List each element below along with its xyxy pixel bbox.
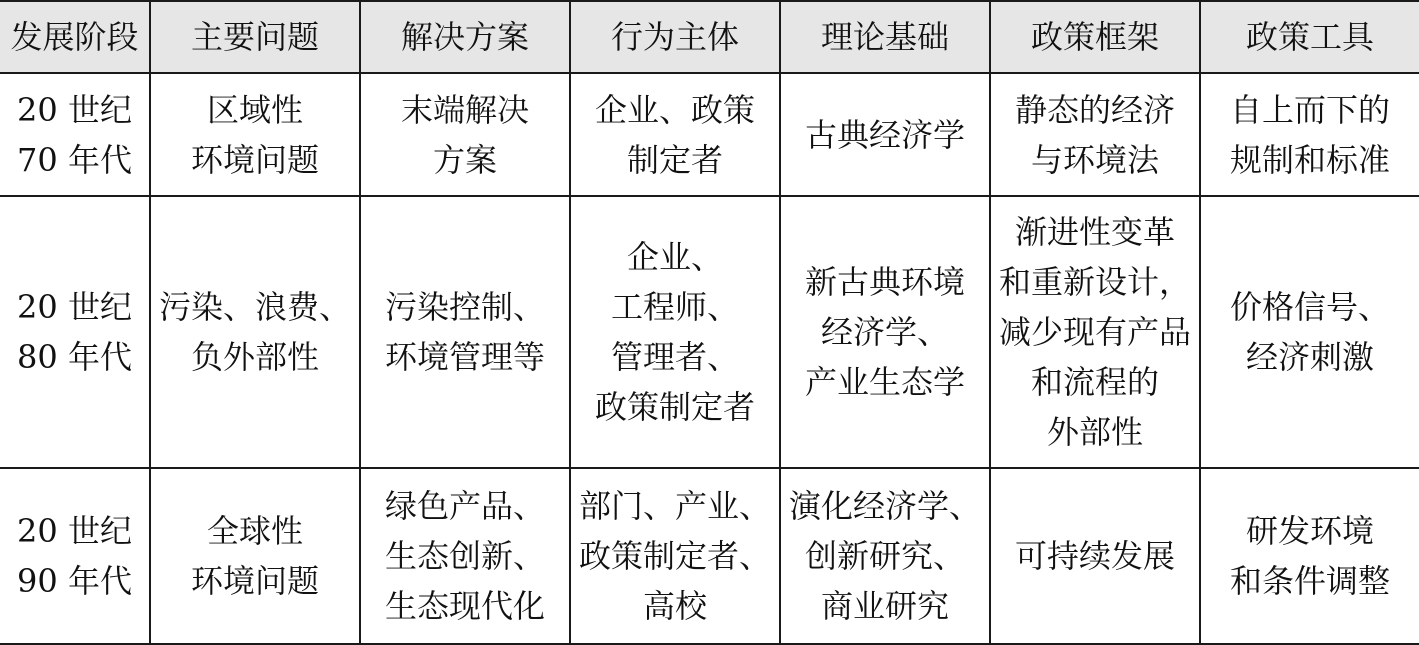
header-row [0, 1, 1419, 73]
header-solution: 解决方案 [360, 1, 570, 73]
cell-problem: 污染、浪费、 负外部性 [150, 196, 360, 468]
cell-tools: 自上而下的 规制和标准 [1200, 73, 1419, 196]
cell-problem: 全球性 环境问题 [150, 468, 360, 644]
cell-framework: 可持续发展 [990, 468, 1200, 644]
cell-theory: 演化经济学、 创新研究、 商业研究 [780, 468, 990, 644]
table-row [0, 196, 1419, 468]
cell-problem: 区域性 环境问题 [150, 73, 360, 196]
cell-stage: 20 世纪 80 年代 [0, 196, 150, 468]
cell-theory: 新古典环境 经济学、 产业生态学 [780, 196, 990, 468]
cell-actors: 企业、 工程师、 管理者、 政策制定者 [570, 196, 780, 468]
cell-solution: 污染控制、 环境管理等 [360, 196, 570, 468]
cell-actors: 部门、产业、 政策制定者、 高校 [570, 468, 780, 644]
header-policy-framework: 政策框架 [990, 1, 1200, 73]
header-actors: 行为主体 [570, 1, 780, 73]
cell-stage: 20 世纪 70 年代 [0, 73, 150, 196]
table-row [0, 468, 1419, 644]
cell-framework: 渐进性变革 和重新设计， 减少现有产品 和流程的 外部性 [990, 196, 1200, 468]
cell-tools: 价格信号、 经济刺激 [1200, 196, 1419, 468]
cell-solution: 末端解决 方案 [360, 73, 570, 196]
cell-stage: 20 世纪 90 年代 [0, 468, 150, 644]
cell-solution: 绿色产品、 生态创新、 生态现代化 [360, 468, 570, 644]
header-main-problem: 主要问题 [150, 1, 360, 73]
cell-theory: 古典经济学 [780, 73, 990, 196]
cell-tools: 研发环境 和条件调整 [1200, 468, 1419, 644]
cell-framework: 静态的经济 与环境法 [990, 73, 1200, 196]
header-development-stage: 发展阶段 [0, 1, 150, 73]
cell-actors: 企业、政策 制定者 [570, 73, 780, 196]
header-policy-tools: 政策工具 [1200, 1, 1419, 73]
header-theoretical-basis: 理论基础 [780, 1, 990, 73]
table-row [0, 73, 1419, 196]
